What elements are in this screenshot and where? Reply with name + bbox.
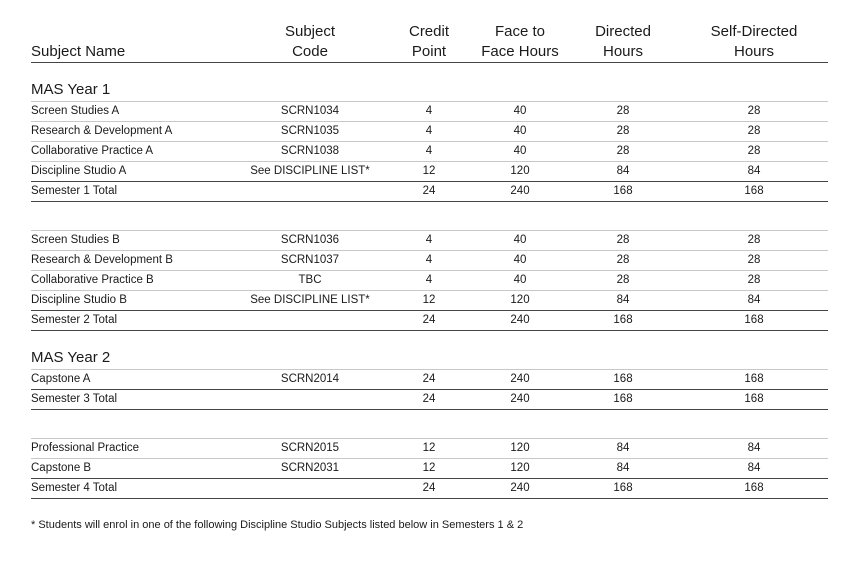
credit-point-cell: 4	[425, 145, 433, 157]
table-row	[0, 101, 860, 121]
row-divider	[31, 270, 828, 271]
directed-hours-cell: 168	[613, 482, 633, 494]
face-to-face-hours-cell: 40	[513, 254, 527, 266]
subject-code-cell: See DISCIPLINE LIST*	[250, 294, 370, 306]
directed-hours-cell: 28	[616, 274, 630, 286]
row-divider	[31, 310, 828, 311]
directed-hours-cell: 168	[613, 314, 633, 326]
subject-code-cell: SCRN1037	[280, 254, 340, 266]
subject-code-cell: SCRN1035	[280, 125, 340, 137]
face-to-face-hours-cell: 240	[510, 373, 530, 385]
row-divider	[31, 290, 828, 291]
subject-name-cell: Capstone B	[31, 462, 92, 474]
face-to-face-hours-cell: 120	[510, 294, 530, 306]
directed-hours-cell: 28	[616, 125, 630, 137]
self-directed-hours-cell: 28	[747, 125, 761, 137]
table-row	[0, 438, 860, 458]
table-row	[0, 458, 860, 478]
subject-name-cell: Semester 3 Total	[31, 393, 118, 405]
subject-name-cell: Collaborative Practice A	[31, 145, 154, 157]
table-row	[0, 161, 860, 181]
subject-code-cell: SCRN1034	[280, 105, 340, 117]
subject-code-cell: SCRN2014	[280, 373, 340, 385]
subject-code-cell	[250, 310, 370, 330]
directed-hours-cell: 28	[616, 105, 630, 117]
subject-name-cell: Research & Development A	[31, 125, 173, 137]
directed-hours-cell: 84	[616, 294, 630, 306]
face-to-face-hours-cell: 40	[513, 234, 527, 246]
credit-point-cell: 4	[425, 274, 433, 286]
subject-code-cell	[250, 389, 370, 409]
subject-name-cell: Discipline Studio A	[31, 165, 127, 177]
subject-name-cell: Professional Practice	[31, 442, 140, 454]
header-credit-point: Credit Point	[408, 23, 449, 60]
row-divider	[31, 478, 828, 479]
credit-point-cell: 24	[422, 185, 436, 197]
credit-point-cell: 4	[425, 234, 433, 246]
credit-point-cell: 12	[422, 462, 436, 474]
subject-name-cell: Screen Studies B	[31, 234, 120, 246]
footnote: * Students will enrol in one of the following Discipline Studio Subjects listed below in Semesters 1 & 2	[31, 519, 524, 531]
row-divider	[31, 230, 828, 231]
row-divider	[31, 458, 828, 459]
self-directed-hours-cell: 28	[747, 234, 761, 246]
face-to-face-hours-cell: 240	[510, 482, 530, 494]
face-to-face-hours-cell: 240	[510, 185, 530, 197]
table-row	[0, 141, 860, 161]
total-divider	[31, 201, 828, 202]
header-subject-name: Subject Name	[31, 43, 126, 60]
self-directed-hours-cell: 28	[747, 274, 761, 286]
row-divider	[31, 141, 828, 142]
total-divider	[31, 409, 828, 410]
directed-hours-cell: 168	[613, 185, 633, 197]
semester-total-row	[0, 389, 860, 409]
credit-point-cell: 24	[422, 314, 436, 326]
credit-point-cell: 12	[422, 442, 436, 454]
face-to-face-hours-cell: 40	[513, 274, 527, 286]
header-subject-code: Subject Code	[284, 23, 336, 60]
directed-hours-cell: 84	[616, 165, 630, 177]
credit-point-cell: 4	[425, 125, 433, 137]
credit-point-cell: 4	[425, 105, 433, 117]
credit-point-cell: 24	[422, 482, 436, 494]
self-directed-hours-cell: 168	[744, 373, 764, 385]
table-row	[0, 250, 860, 270]
subject-code-cell: SCRN1038	[280, 145, 340, 157]
semester-total-row	[0, 181, 860, 201]
subject-code-cell: SCRN1036	[280, 234, 340, 246]
credit-point-cell: 24	[422, 373, 436, 385]
self-directed-hours-cell: 168	[744, 314, 764, 326]
face-to-face-hours-cell: 120	[510, 442, 530, 454]
total-divider	[31, 498, 828, 499]
self-directed-hours-cell: 84	[747, 294, 761, 306]
row-divider	[31, 438, 828, 439]
subject-code-cell: SCRN2015	[280, 442, 340, 454]
subject-code-cell: TBC	[298, 274, 322, 286]
semester-total-row	[0, 310, 860, 330]
self-directed-hours-cell: 28	[747, 145, 761, 157]
directed-hours-cell: 84	[616, 462, 630, 474]
face-to-face-hours-cell: 40	[513, 145, 527, 157]
credit-point-cell: 4	[425, 254, 433, 266]
row-divider	[31, 121, 828, 122]
subject-code-cell: See DISCIPLINE LIST*	[250, 165, 370, 177]
row-divider	[31, 161, 828, 162]
face-to-face-hours-cell: 240	[510, 314, 530, 326]
face-to-face-hours-cell: 40	[513, 125, 527, 137]
self-directed-hours-cell: 168	[744, 185, 764, 197]
header-face-to-face-hours: Face to Face Hours	[481, 23, 559, 60]
semester-total-row	[0, 478, 860, 498]
subject-name-cell: Semester 4 Total	[31, 482, 118, 494]
directed-hours-cell: 84	[616, 442, 630, 454]
table-row	[0, 230, 860, 250]
header-divider	[31, 62, 828, 63]
face-to-face-hours-cell: 40	[513, 105, 527, 117]
credit-point-cell: 12	[422, 165, 436, 177]
subject-code-cell	[250, 478, 370, 498]
self-directed-hours-cell: 168	[744, 393, 764, 405]
section-title-year-2: MAS Year 2	[31, 349, 111, 366]
subject-name-cell: Discipline Studio B	[31, 294, 127, 306]
table-row	[0, 270, 860, 290]
face-to-face-hours-cell: 120	[510, 462, 530, 474]
subject-code-cell	[250, 181, 370, 201]
directed-hours-cell: 28	[616, 254, 630, 266]
self-directed-hours-cell: 168	[744, 482, 764, 494]
subject-name-cell: Semester 1 Total	[31, 185, 118, 197]
subject-name-cell: Research & Development B	[31, 254, 173, 266]
row-divider	[31, 181, 828, 182]
credit-point-cell: 24	[422, 393, 436, 405]
subject-name-cell: Collaborative Practice B	[31, 274, 154, 286]
table-row	[0, 121, 860, 141]
row-divider	[31, 389, 828, 390]
self-directed-hours-cell: 84	[747, 462, 761, 474]
self-directed-hours-cell: 84	[747, 442, 761, 454]
directed-hours-cell: 168	[613, 393, 633, 405]
table-header	[0, 20, 860, 64]
table-row	[0, 369, 860, 389]
self-directed-hours-cell: 28	[747, 105, 761, 117]
self-directed-hours-cell: 28	[747, 254, 761, 266]
table-row	[0, 290, 860, 310]
self-directed-hours-cell: 84	[747, 165, 761, 177]
header-self-directed-hours: Self-Directed Hours	[710, 23, 798, 60]
total-divider	[31, 330, 828, 331]
header-directed-hours: Directed Hours	[595, 23, 651, 60]
directed-hours-cell: 28	[616, 145, 630, 157]
section-title-year-1: MAS Year 1	[31, 81, 111, 98]
subject-name-cell: Semester 2 Total	[31, 314, 118, 326]
directed-hours-cell: 168	[613, 373, 633, 385]
subject-code-cell: SCRN2031	[280, 462, 340, 474]
directed-hours-cell: 28	[616, 234, 630, 246]
credit-point-cell: 12	[422, 294, 436, 306]
row-divider	[31, 250, 828, 251]
face-to-face-hours-cell: 240	[510, 393, 530, 405]
face-to-face-hours-cell: 120	[510, 165, 530, 177]
subject-name-cell: Screen Studies A	[31, 105, 120, 117]
subject-name-cell: Capstone A	[31, 373, 91, 385]
